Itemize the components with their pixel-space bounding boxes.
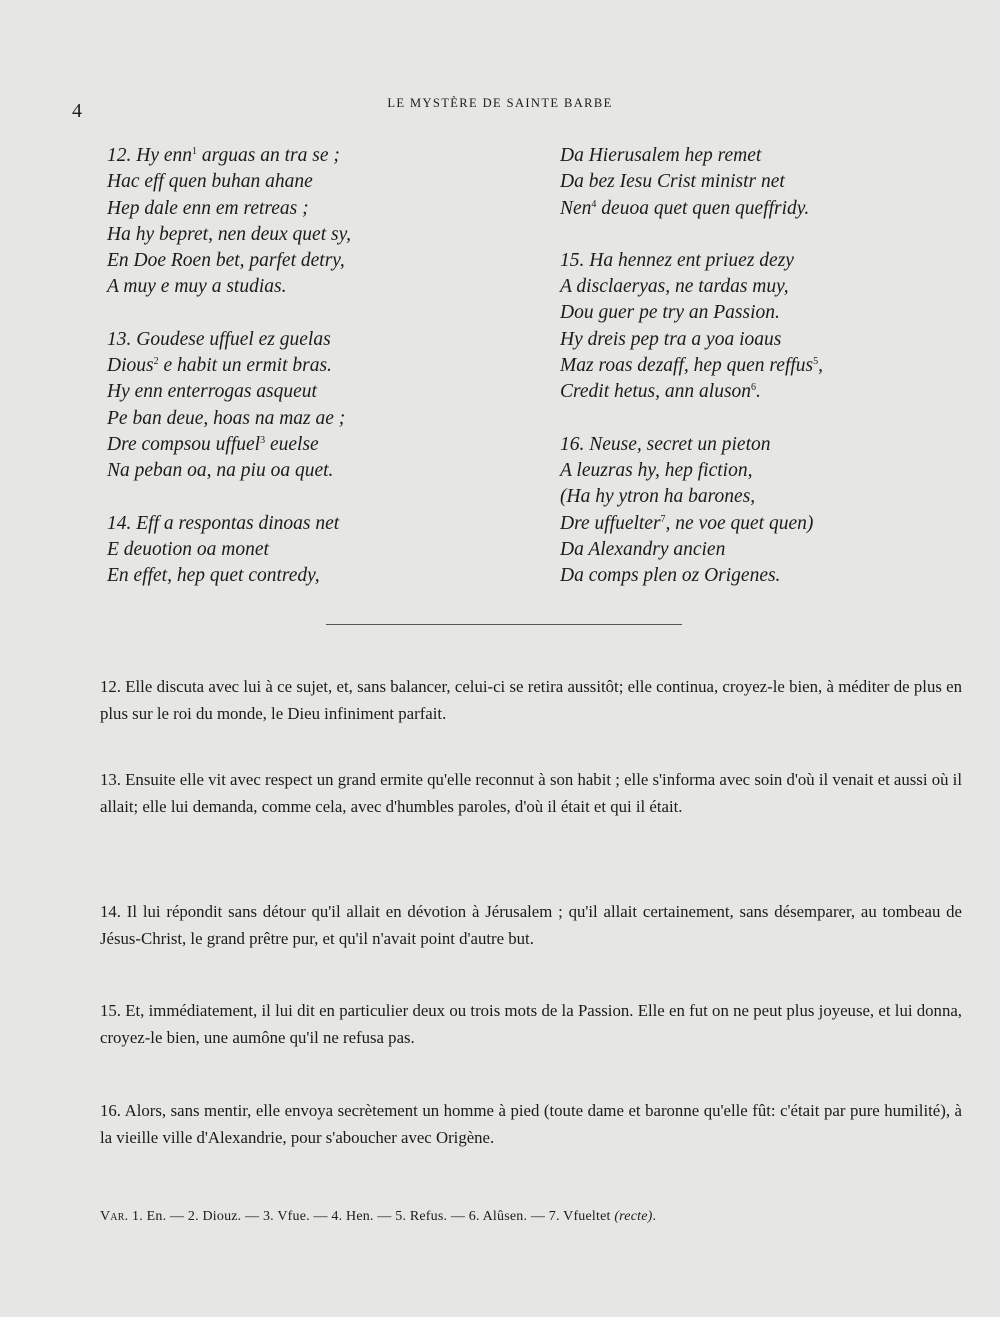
verse-text: Credit hetus, ann aluson: [560, 381, 752, 403]
verse-text: Nen: [560, 197, 592, 219]
footnote-marker: 1: [192, 146, 198, 157]
verse-text: A disclaeryas, ne tardas muy,: [560, 276, 789, 298]
stanza-number: 16.: [560, 433, 590, 455]
verse-column-left: [107, 143, 537, 615]
verse-line: [560, 563, 960, 589]
verse-line: [107, 274, 537, 300]
translation-paragraph-12: 12. Elle discuta avec lui à ce sujet, et, sans balancer, celui-ci se retira aussitôt; elle continua, croyez-le bien, à méditer de plus en plus sur le roi du monde, le Dieu infiniment parfait.: [100, 677, 962, 723]
verse-text: Hy enn: [136, 145, 193, 166]
verse-text: Ha hy bepret, nen deux quet sy,: [107, 223, 352, 245]
translation-paragraph-15: 15. Et, immédiatement, il lui dit en particulier deux ou trois mots de la Passion. Elle en fut on ne peut plus joyeuse, et lui donna, croyez-le bien, une aumône qu'il ne refusa pas.: [100, 1001, 962, 1047]
verse-text: Ha hennez ent priuez dezy: [589, 249, 794, 271]
verse-line: [560, 537, 960, 563]
stanza-number: 13.: [107, 328, 137, 350]
verse-text: Dou guer pe try an Passion.: [560, 302, 780, 324]
verse-column-right: [560, 143, 960, 615]
stanza-number: 12.: [107, 145, 137, 166]
verse-text: Da Alexandry ancien: [560, 538, 726, 560]
verse-line: [107, 327, 537, 353]
verse-text: e habit un ermit bras.: [158, 355, 332, 377]
verse-text: Neuse, secret un pieton: [589, 433, 771, 455]
verse-line: [107, 537, 537, 563]
verse-stanza: [107, 143, 537, 301]
verse-line: [560, 379, 960, 405]
variants-end: .: [652, 1209, 657, 1224]
verse-line: [107, 379, 537, 405]
verse-text: Goudese uffuel ez guelas: [136, 328, 331, 350]
verse-line: [107, 222, 537, 248]
variants-label: Var.: [100, 1209, 129, 1224]
verse-text: Hy enn enterrogas asqueut: [107, 381, 317, 403]
verse-text: arguas an tra se ;: [197, 145, 340, 166]
page-number: 4: [72, 100, 82, 122]
verse-line: [560, 484, 960, 510]
verse-line: [107, 406, 537, 432]
verse-text: Hy dreis pep tra a yoa ioaus: [560, 328, 782, 350]
translation-paragraph-14: 14. Il lui répondit sans détour qu'il allait en dévotion à Jérusalem ; qu'il allait certainement, sans désemparer, au tombeau de Jésus-Christ, le grand prêtre pur, et qu'il n'avait point d'autre but.: [100, 902, 962, 948]
verse-text: Maz roas dezaff, hep quen reffus: [560, 355, 814, 377]
footnote-marker: 5: [813, 356, 819, 368]
verse-line: [107, 511, 537, 537]
verse-line: [560, 458, 960, 484]
verse-text: Na peban oa, na piu oa quet.: [107, 460, 334, 482]
verse-text: Hac eff quen buhan ahane: [107, 171, 313, 193]
running-title: LE MYSTÈRE DE SAINTE BARBE: [387, 96, 613, 110]
verse-stanza: [107, 327, 537, 485]
verse-text: , ne voe quet quen): [665, 512, 814, 534]
verse-line: [560, 248, 960, 274]
translation-paragraph-13: 13. Ensuite elle vit avec respect un grand ermite qu'elle reconnut à son habit ; elle s'informa avec soin d'où il venait et aussi où il allait; elle lui demanda, comme cela, avec d'humbles paroles, d'où il était et qui il était.: [100, 770, 962, 816]
verse-stanza: [560, 432, 960, 590]
verse-text: A leuzras hy, hep fiction,: [560, 459, 753, 481]
verse-line: [107, 563, 537, 589]
verse-text: En Doe Roen bet, parfet detry,: [107, 250, 345, 272]
verse-line: [560, 353, 960, 379]
verse-line: [107, 248, 537, 274]
verse-line: [560, 432, 960, 458]
verse-text: deuoa quet quen queffridy.: [596, 197, 810, 219]
verse-text: A muy e muy a studias.: [107, 276, 287, 298]
stanza-number: 14.: [107, 512, 137, 534]
separator-rule: [326, 624, 682, 625]
verse-line: [107, 353, 537, 379]
verse-line: [560, 300, 960, 326]
stanza-number: 15.: [560, 249, 590, 271]
verse-line: [107, 169, 537, 195]
verse-line: [107, 458, 537, 484]
verse-line: [560, 196, 960, 222]
verse-text: Eff a respontas dinoas net: [136, 512, 340, 534]
verse-text: En effet, hep quet contredy,: [107, 565, 320, 587]
verse-text: Pe ban deue, hoas na maz ae ;: [107, 407, 346, 429]
verse-text: Dre uffuelter: [560, 512, 661, 534]
footnote-marker: 2: [153, 356, 159, 368]
verse-line: [560, 143, 960, 169]
verse-text: Hep dale enn em retreas ;: [107, 197, 309, 219]
verse-text: Da comps plen oz Origenes.: [560, 565, 781, 587]
verse-text: (Ha hy ytron ha barones,: [560, 486, 756, 508]
verse-text: E deuotion oa monet: [107, 538, 269, 560]
verse-line: [107, 143, 537, 169]
variants-recte: (recte): [614, 1209, 653, 1224]
verse-line: [560, 169, 960, 195]
verse-line: [107, 432, 537, 458]
verse-stanza: [560, 143, 960, 222]
verse-line: [560, 511, 960, 537]
footnote-marker: 6: [751, 382, 757, 394]
verse-line: [107, 196, 537, 222]
verse-stanza: [560, 248, 960, 406]
variant-readings: [100, 1209, 656, 1225]
verse-text: Da Hierusalem hep remet: [560, 145, 762, 166]
verse-line: [560, 274, 960, 300]
verse-stanza: [107, 511, 537, 590]
footnote-marker: 4: [591, 198, 597, 210]
footnote-marker: 7: [660, 513, 666, 525]
verse-text: Dious: [107, 355, 154, 377]
verse-text: Da bez Iesu Crist ministr net: [560, 171, 785, 193]
variants-text: 1. En. — 2. Diouz. — 3. Vfue. — 4. Hen. — 5. Refus. — 6. Alûsen. — 7. Vfueltet: [128, 1209, 615, 1224]
footnote-marker: 3: [260, 434, 266, 446]
verse-text: .: [756, 381, 761, 403]
translation-paragraph-16: 16. Alors, sans mentir, elle envoya secrètement un homme à pied (toute dame et baronne qu'elle fût: c'était par pure humilité), à la vieille ville d'Alexandrie, pour s'aboucher avec Origène.: [100, 1101, 962, 1147]
verse-text: ,: [818, 355, 823, 377]
verse-text: euelse: [265, 433, 319, 455]
verse-text: Dre compsou uffuel: [107, 433, 261, 455]
verse-line: [560, 327, 960, 353]
